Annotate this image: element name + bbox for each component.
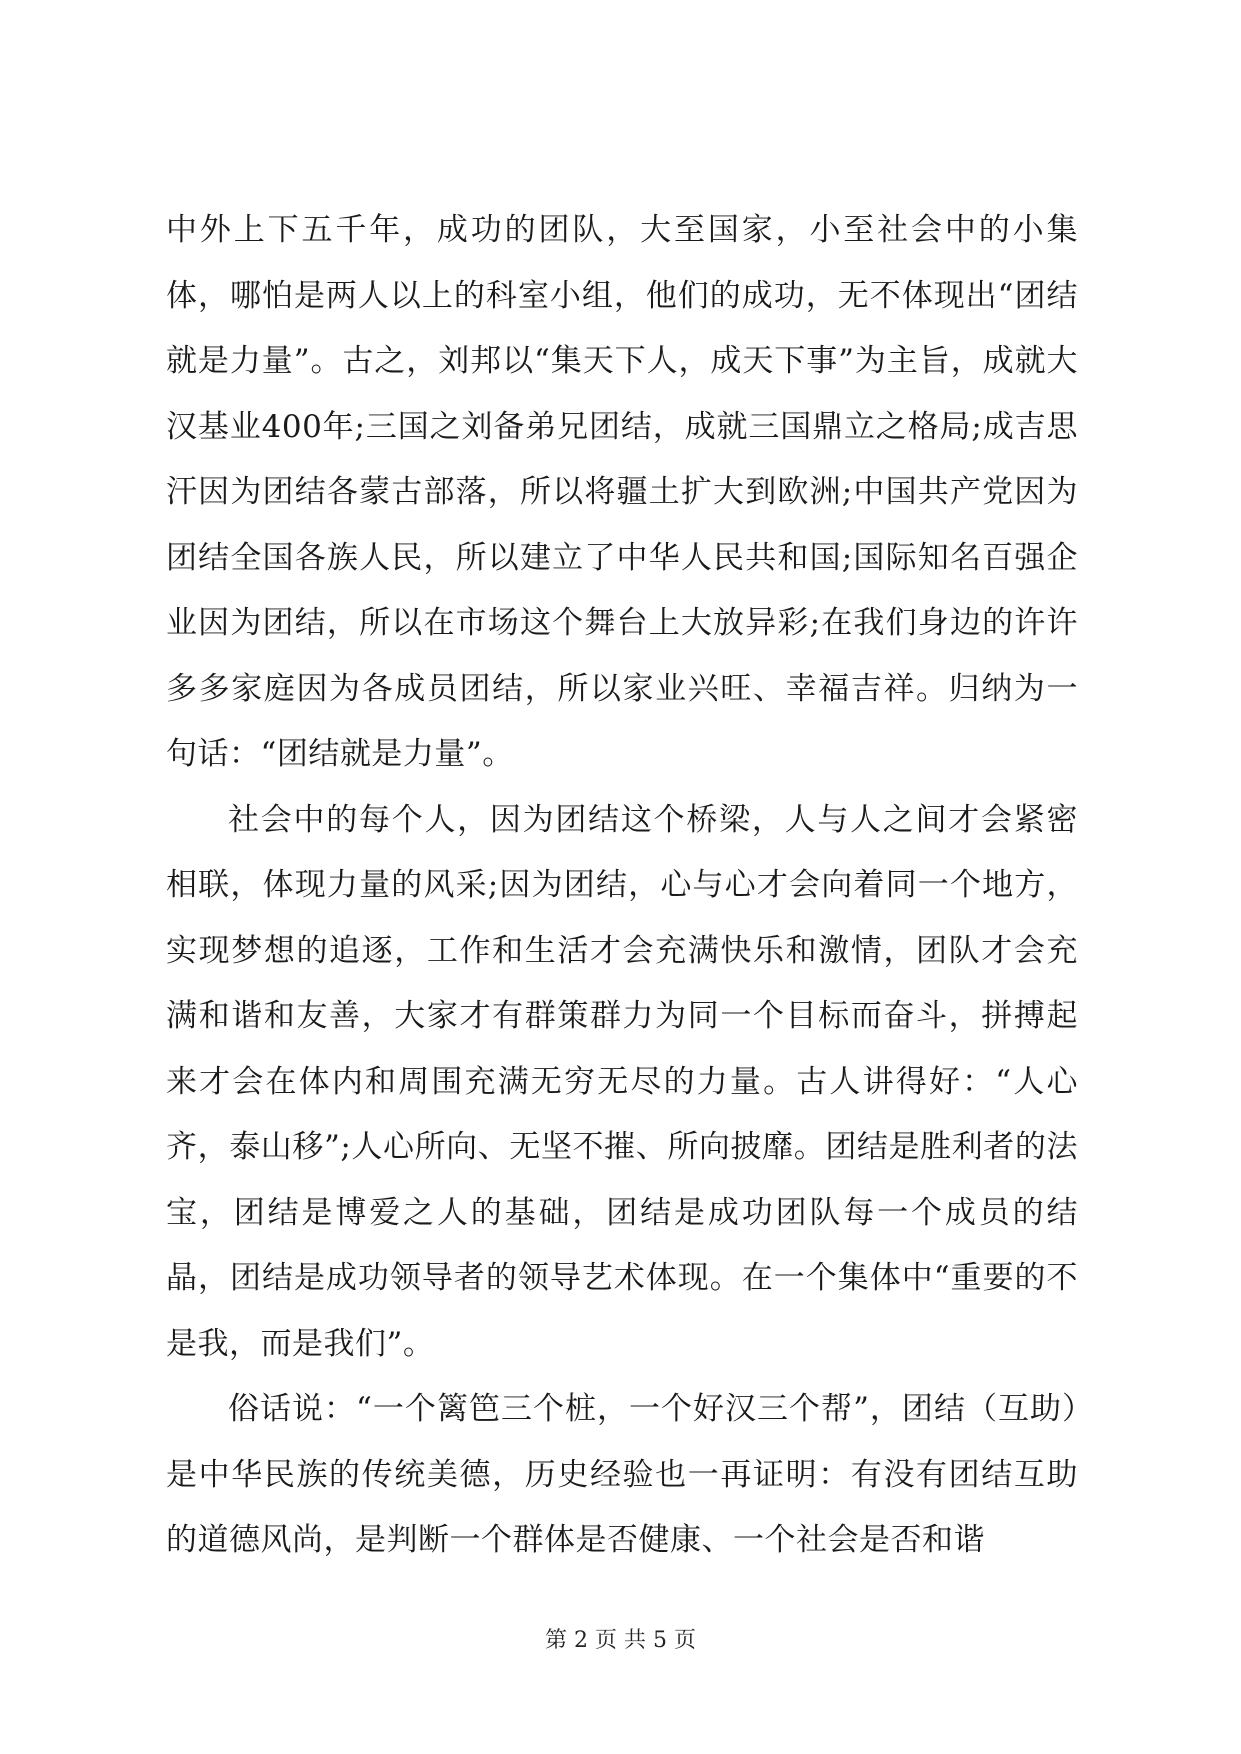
page-footer: 第 2 页 共 5 页	[545, 1628, 696, 1653]
paragraph-3: 俗话说：“一个篱笆三个桩，一个好汉三个帮”，团结（互助）是中华民族的传统美德，历史经验也一再证明：有没有团结互助的道德风尚，是判断一个群体是否健康、一个社会是否和谐	[166, 1391, 1078, 1558]
paragraph-1: 中外上下五千年，成功的团队，大至国家，小至社会中的小集体，哪怕是两人以上的科室小组，他们的成功，无不体现出“团结就是力量”。古之，刘邦以“集天下人，成天下事”为主旨，成就大汉基业400年;三国之刘备弟兄团结，成就三国鼎立之格局;成吉思汗因为团结各蒙古部落，所以将疆土扩大到欧洲;中国共产党因为团结全国各族人民，所以建立了中华人民共和国;国际知名百强企业因为团结，所以在市场这个舞台上大放异彩;在我们身边的许许多多家庭因为各成员团结，所以家业兴旺、幸福吉祥。归纳为一句话：“团结就是力量”。	[166, 212, 1078, 772]
paragraph-2: 社会中的每个人，因为团结这个桥梁，人与人之间才会紧密相联，体现力量的风采;因为团结，心与心才会向着同一个地方，实现梦想的追逐，工作和生活才会充满快乐和激情，团队才会充满和谐和友善，大家才有群策群力为同一个目标而奋斗，拼搏起来才会在体内和周围充满无穷无尽的力量。古人讲得好：“人心齐，泰山移”;人心所向、无坚不摧、所向披靡。团结是胜利者的法宝，团结是博爱之人的基础，团结是成功团队每一个成员的结晶，团结是成功领导者的领导艺术体现。在一个集体中“重要的不是我，而是我们”。	[166, 801, 1078, 1362]
document-body	[166, 198, 1078, 1574]
